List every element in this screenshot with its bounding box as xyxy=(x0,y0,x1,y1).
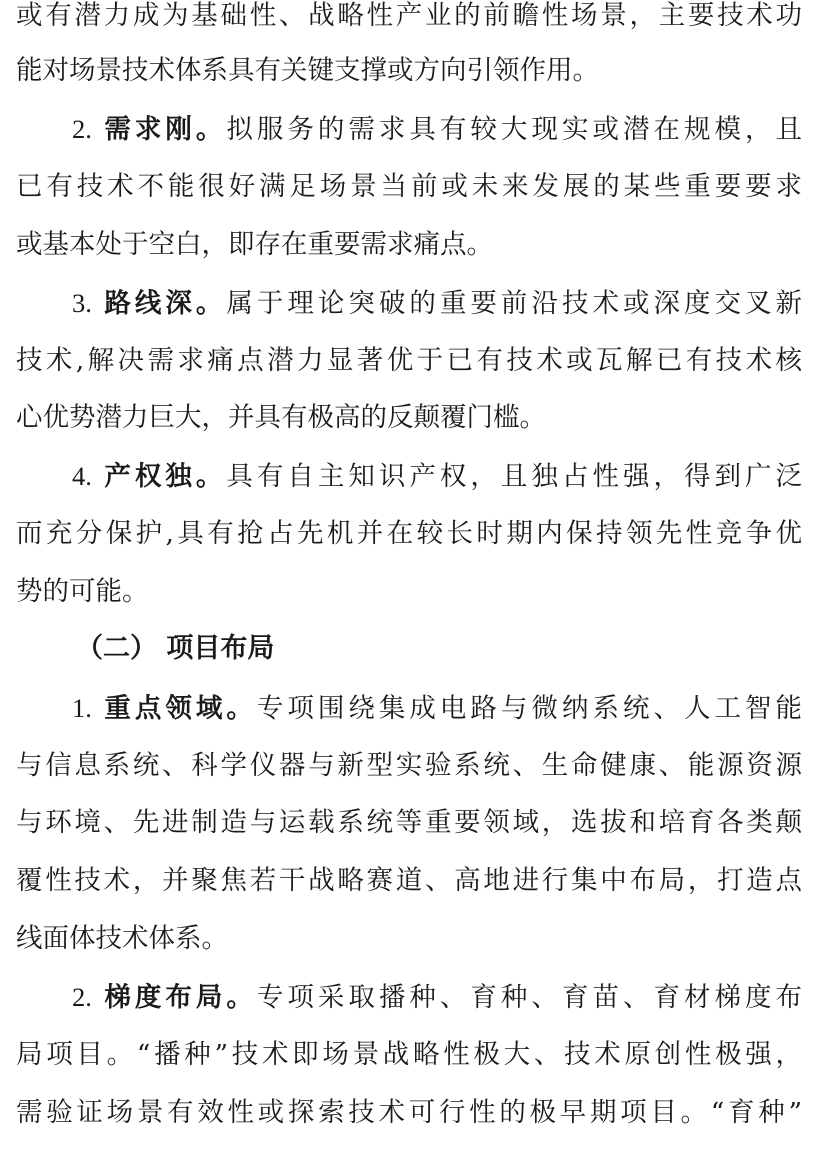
text-line: 心优势潜力巨大，并具有极高的反颠覆门槛。 xyxy=(16,402,546,433)
text-line: 覆性技术，并聚焦若干战略赛道、高地进行集中布局，打造点 xyxy=(16,865,802,896)
item-title: 路线深。 xyxy=(104,288,227,319)
text-line: 已有技术不能很好满足场景当前或未来发展的某些重要要求 xyxy=(16,171,802,202)
text-line: 或有潜力成为基础性、战略性产业的前瞻性场景，主要技术功 xyxy=(16,0,802,31)
item-text: 专项围绕集成电路与微纳系统、人工智能 xyxy=(256,693,802,724)
text-line: 或基本处于空白，即存在重要需求痛点。 xyxy=(16,229,493,260)
item-number: 4. xyxy=(72,461,92,491)
text-line: 技术,解决需求痛点潜力显著优于已有技术或瓦解已有技术核 xyxy=(16,345,802,376)
text-line: 局项目。“播种”技术即场景战略性极大、技术原创性极强， xyxy=(16,1039,802,1070)
list-item-key-fields xyxy=(72,688,802,728)
text-line: 需验证场景有效性或探索技术可行性的极早期项目。“育种” xyxy=(16,1097,802,1128)
item-title: 需求刚。 xyxy=(104,114,227,145)
item-number: 2. xyxy=(72,982,92,1012)
text-line: 线面体技术体系。 xyxy=(16,923,228,954)
item-number: 2. xyxy=(72,114,92,144)
item-number: 3. xyxy=(72,288,92,318)
text-line: 能对场景技术体系具有关键支撑或方向引领作用。 xyxy=(16,55,599,86)
text-line: 而充分保护,具有抢占先机并在较长时期内保持领先性竞争优 xyxy=(16,518,802,549)
item-number: 1. xyxy=(72,693,92,723)
text-line: 与信息系统、科学仪器与新型实验系统、生命健康、能源资源 xyxy=(16,750,802,781)
item-title: 梯度布局。 xyxy=(104,982,257,1013)
list-item-gradient-layout xyxy=(72,977,802,1017)
item-text: 专项采取播种、育种、育苗、育材梯度布 xyxy=(256,982,802,1013)
item-text: 具有自主知识产权，且独占性强，得到广泛 xyxy=(226,461,803,492)
list-item-demand xyxy=(72,109,802,149)
item-text: 拟服务的需求具有较大现实或潜在规模，且 xyxy=(226,114,803,145)
section-heading: （二） 项目布局 xyxy=(76,633,275,664)
item-title: 重点领域。 xyxy=(104,693,257,724)
item-text: 属于理论突破的重要前沿技术或深度交叉新 xyxy=(226,288,803,319)
list-item-route xyxy=(72,283,802,323)
text-line: 势的可能。 xyxy=(16,576,149,607)
list-item-property xyxy=(72,456,802,496)
item-title: 产权独。 xyxy=(104,461,227,492)
text-line: 与环境、先进制造与运载系统等重要领域，选拔和培育各类颠 xyxy=(16,807,802,838)
